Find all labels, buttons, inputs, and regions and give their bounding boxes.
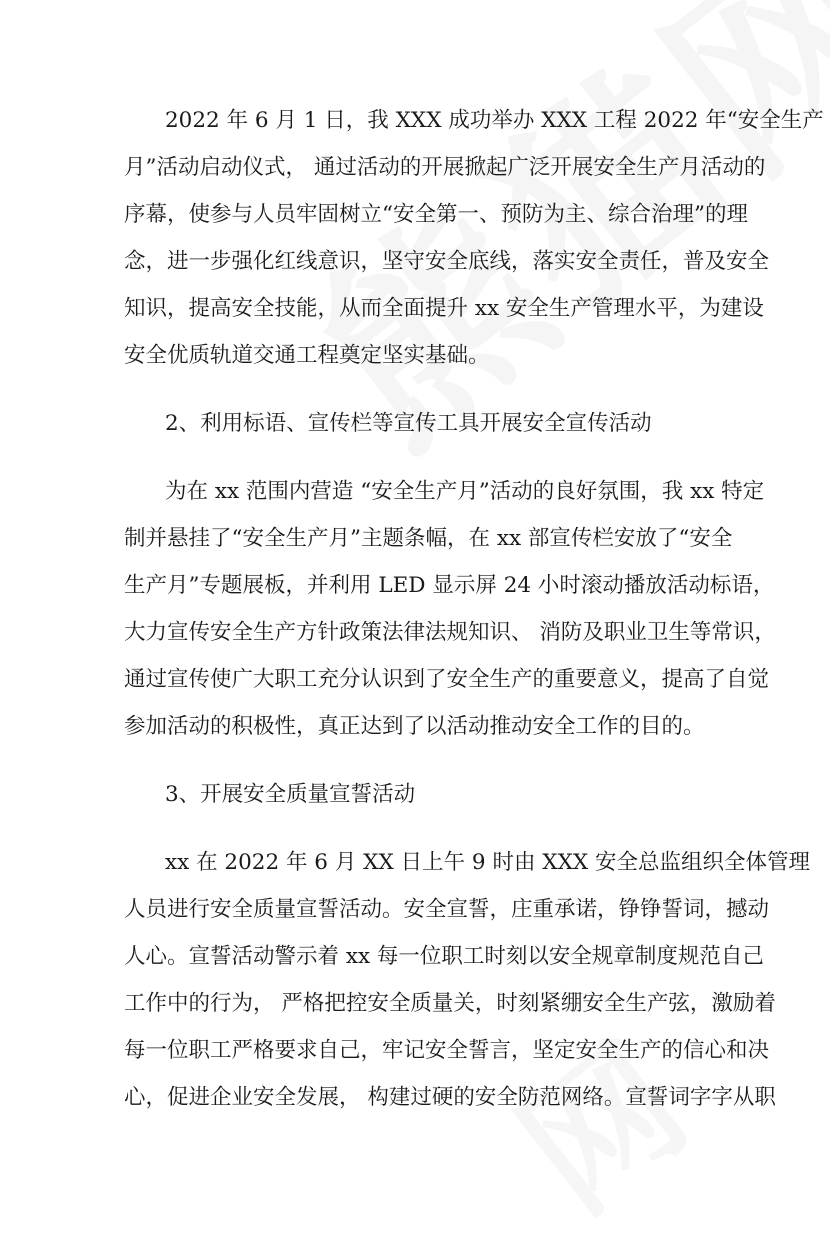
paragraph-2-line-4: 大力宣传安全生产方针政策法律法规知识、 消防及职业卫生等常识，	[124, 620, 776, 645]
paragraph-2-line-2: 制并悬挂了“安全生产月”主题条幅，在 xx 部宣传栏安放了“安全	[124, 526, 733, 551]
paragraph-3-line-5: 每一位职工严格要求自己，牢记安全誓言，坚定安全生产的信心和决	[124, 1038, 770, 1063]
paragraph-1-line-6: 安全优质轨道交通工程奠定坚实基础。	[124, 343, 490, 368]
paragraph-3-line-2: 人员进行安全质量宣誓活动。安全宣誓，庄重承诺，铮铮誓词，撼动	[124, 897, 770, 922]
paragraph-2-line-5: 通过宣传使广大职工充分认识到了安全生产的重要意义，提高了自觉	[124, 667, 770, 692]
paragraph-1-line-1: 2022 年 6 月 1 日，我 XXX 成功举办 XXX 工程 2022 年“安全生产	[165, 108, 824, 133]
paragraph-1-line-3: 序幕，使参与人员牢固树立“安全第一、预防为主、综合治理”的理	[124, 202, 748, 227]
watermark-bottom	[470, 988, 721, 1250]
section-heading-3: 3、开展安全质量宣誓活动	[165, 782, 416, 807]
section-heading-2: 2、利用标语、宣传栏等宣传工具开展安全宣传活动	[165, 411, 652, 436]
paragraph-1-line-4: 念，进一步强化红线意识，坚守安全底线，落实安全责任，普及安全	[124, 249, 770, 274]
paragraph-1-line-5: 知识，提高安全技能，从而全面提升 xx 安全生产管理水平，为建设	[124, 296, 764, 321]
paragraph-1-line-2: 月”活动启动仪式， 通过活动的开展掀起广泛开展安全生产月活动的	[124, 155, 766, 180]
paragraph-3-line-6: 心，促进企业安全发展， 构建过硬的安全防范网络。宣誓词字字从职	[124, 1085, 776, 1110]
paragraph-2-line-6: 参加活动的积极性，真正达到了以活动推动安全工作的目的。	[124, 714, 705, 739]
paragraph-2-line-3: 生产月”专题展板，并利用 LED 显示屏 24 小时滚动播放活动标语，	[124, 573, 775, 598]
paragraph-3-line-1: xx 在 2022 年 6 月 XX 日上午 9 时由 XXX 安全总监组织全体管理	[165, 850, 811, 875]
paragraph-3-line-3: 人心。宣誓活动警示着 xx 每一位职工时刻以安全规章制度规范自己	[124, 944, 764, 969]
paragraph-3-line-4: 工作中的行为， 严格把控安全质量关，时刻紧绷安全生产弦，激励着	[124, 991, 776, 1016]
paragraph-2-line-1: 为在 xx 范围内营造 “安全生产月”活动的良好氛围，我 xx 特定	[165, 479, 765, 504]
